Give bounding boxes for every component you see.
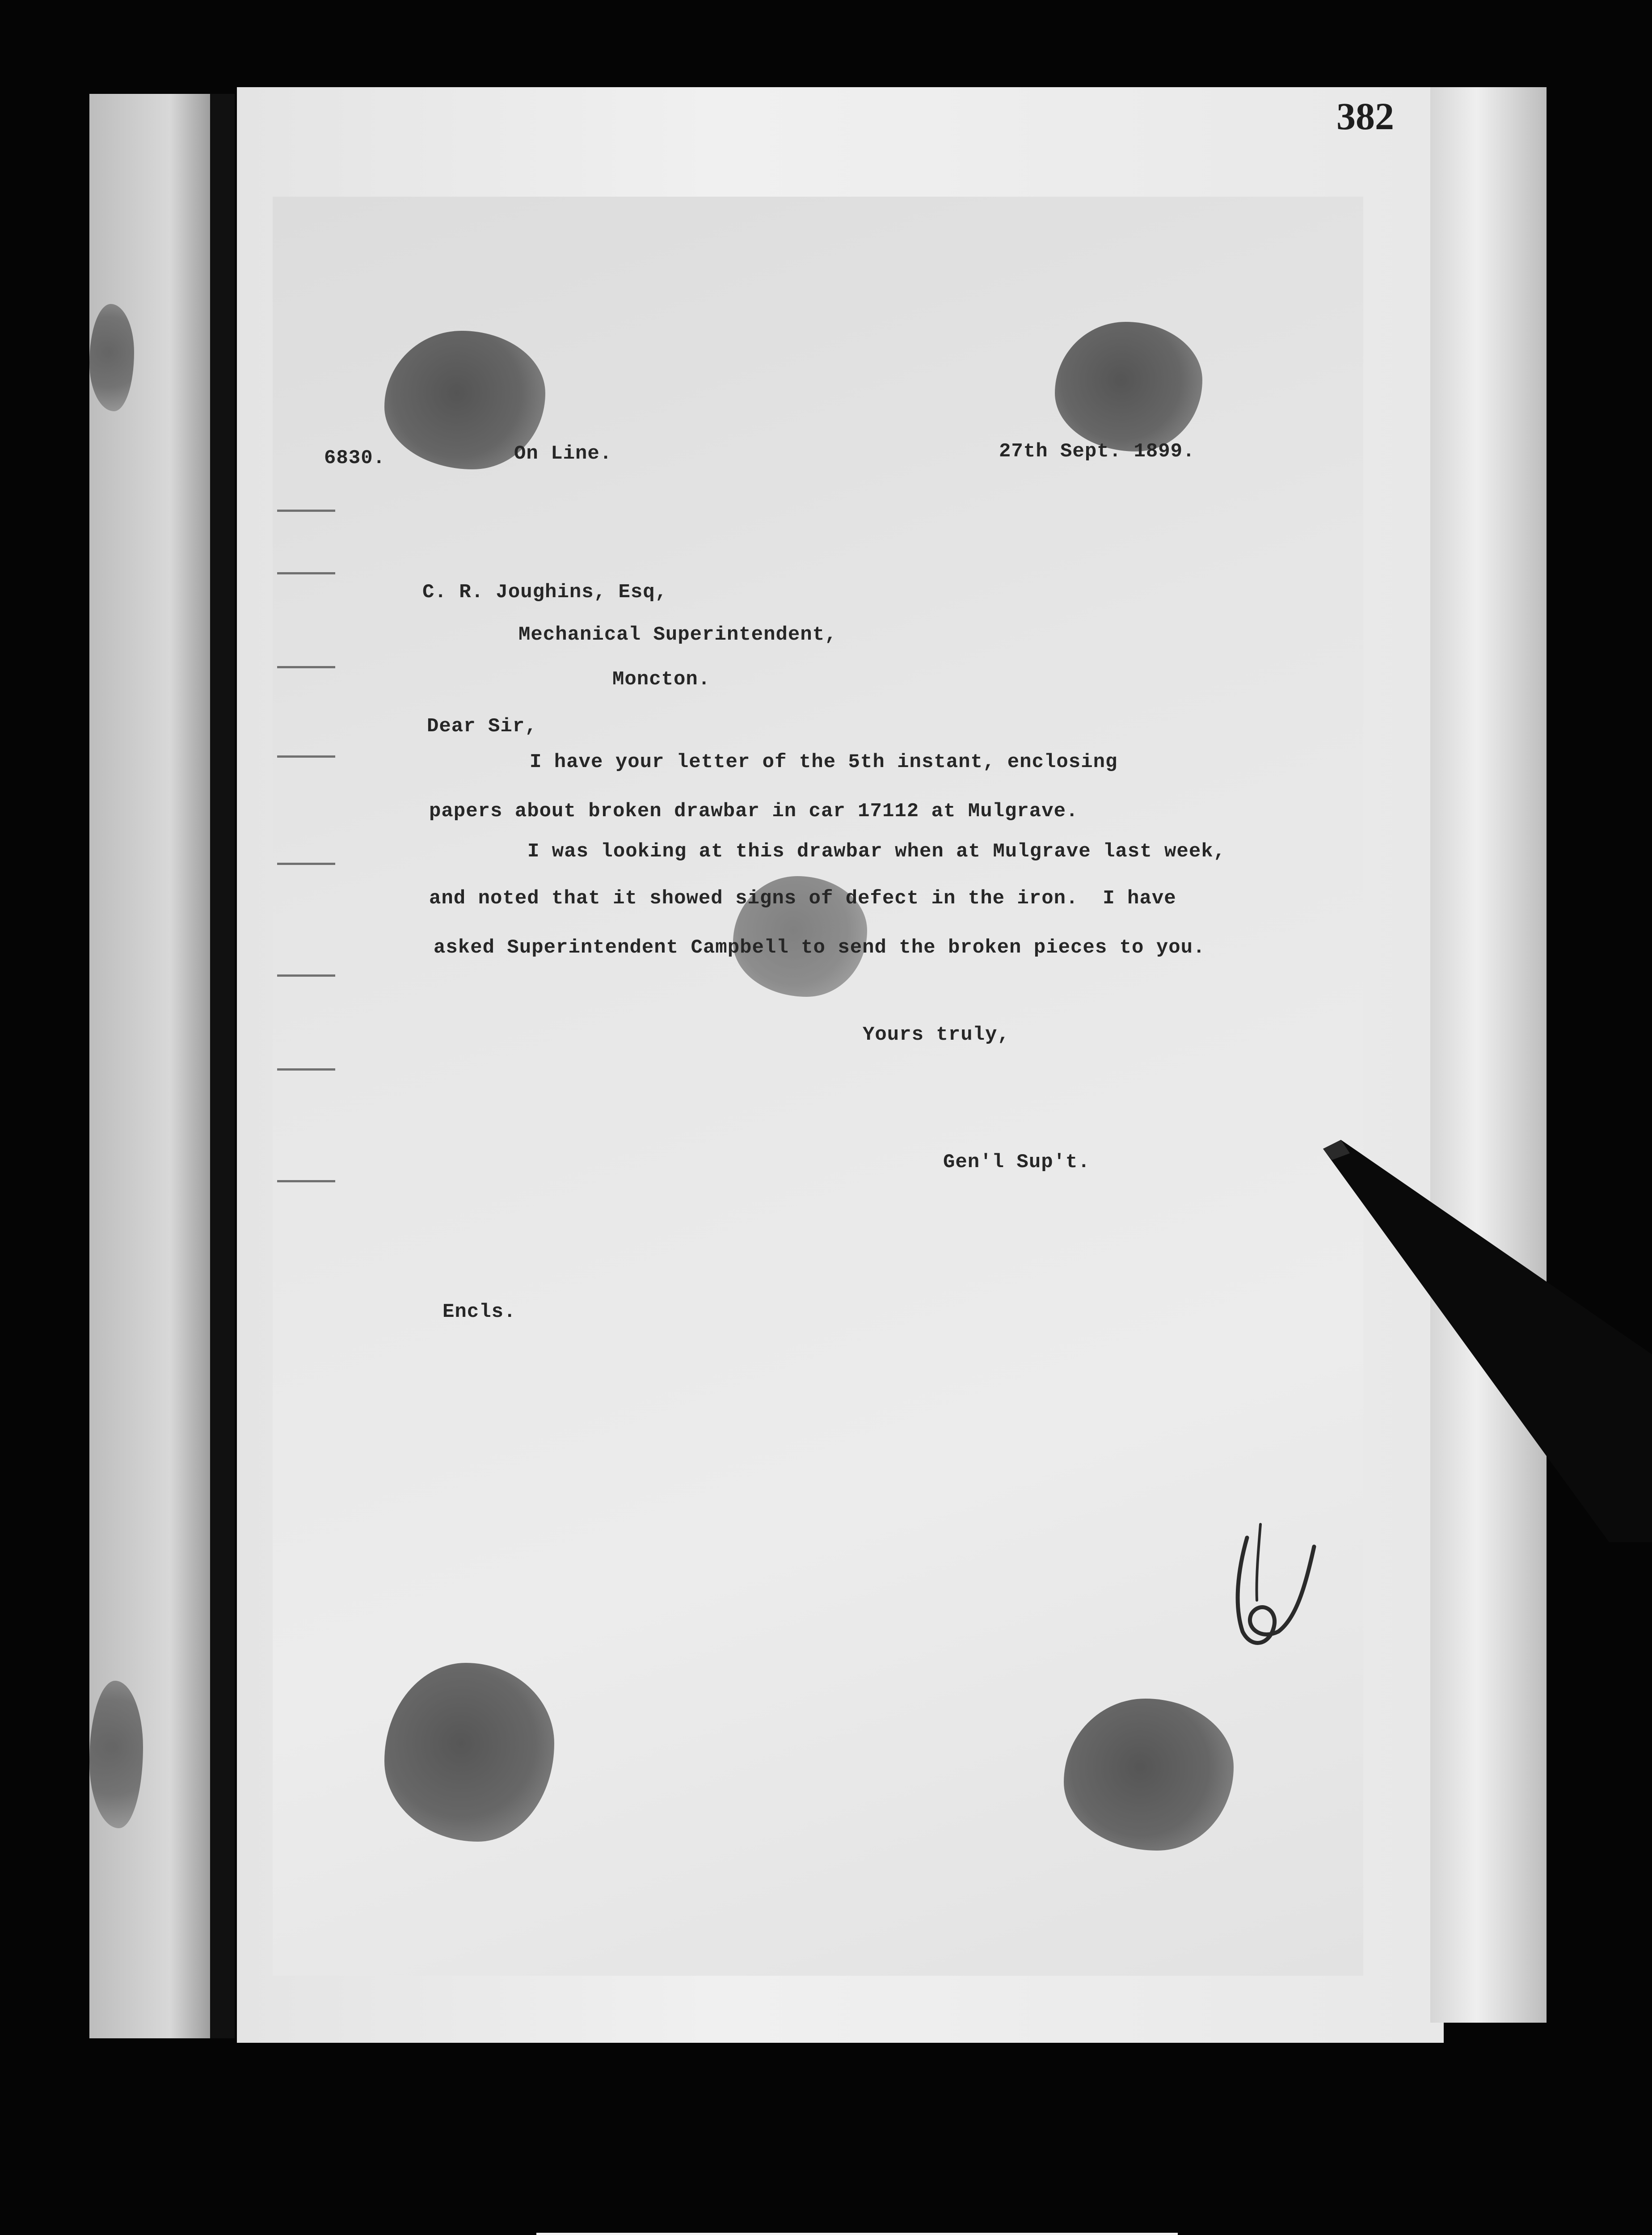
ink-bleed-left-bottom xyxy=(89,1681,143,1828)
recipient-title: Mechanical Superintendent, xyxy=(518,624,837,646)
pointer-stick xyxy=(1323,1140,1652,1542)
body-line: I have your letter of the 5th instant, enclosing xyxy=(530,751,1118,773)
signature-title: Gen'l Sup't. xyxy=(943,1151,1090,1173)
enclosure-note: Encls. xyxy=(442,1301,516,1323)
margin-tick xyxy=(277,510,335,512)
margin-tick xyxy=(277,1180,335,1182)
ink-blot-bottom-left xyxy=(384,1663,554,1842)
book-binding-shadow xyxy=(210,94,235,2038)
body-line: papers about broken drawbar in car 17112 at Mulgrave. xyxy=(429,800,1079,822)
margin-tick xyxy=(277,755,335,758)
recipient-name: C. R. Joughins, Esq, xyxy=(422,581,668,603)
page-number: 382 xyxy=(1336,95,1394,138)
closing: Yours truly, xyxy=(863,1024,1010,1046)
margin-tick xyxy=(277,974,335,977)
margin-tick xyxy=(277,1068,335,1071)
body-line: and noted that it showed signs of defect in the iron. I have xyxy=(429,887,1176,910)
recipient-place: Moncton. xyxy=(612,668,711,691)
ink-bleed-left-top xyxy=(89,304,134,411)
letter-number: 6830. xyxy=(324,447,386,469)
body-line: I was looking at this drawbar when at Mulgrave last week, xyxy=(527,840,1226,863)
body-line: asked Superintendent Campbell to send the broken pieces to you. xyxy=(434,936,1205,959)
page-stack-edge xyxy=(1430,87,1547,2023)
archive-reference-label xyxy=(536,2233,1178,2235)
handwritten-initial xyxy=(1220,1497,1323,1658)
letter-date: 27th Sept. 1899. xyxy=(999,440,1195,463)
margin-tick xyxy=(277,666,335,668)
salutation: Dear Sir, xyxy=(427,715,537,738)
letter-route: On Line. xyxy=(514,443,612,465)
margin-tick xyxy=(277,863,335,865)
ink-blot-top-right xyxy=(1055,322,1202,451)
ink-blot-bottom-right xyxy=(1064,1699,1234,1851)
margin-tick xyxy=(277,572,335,574)
